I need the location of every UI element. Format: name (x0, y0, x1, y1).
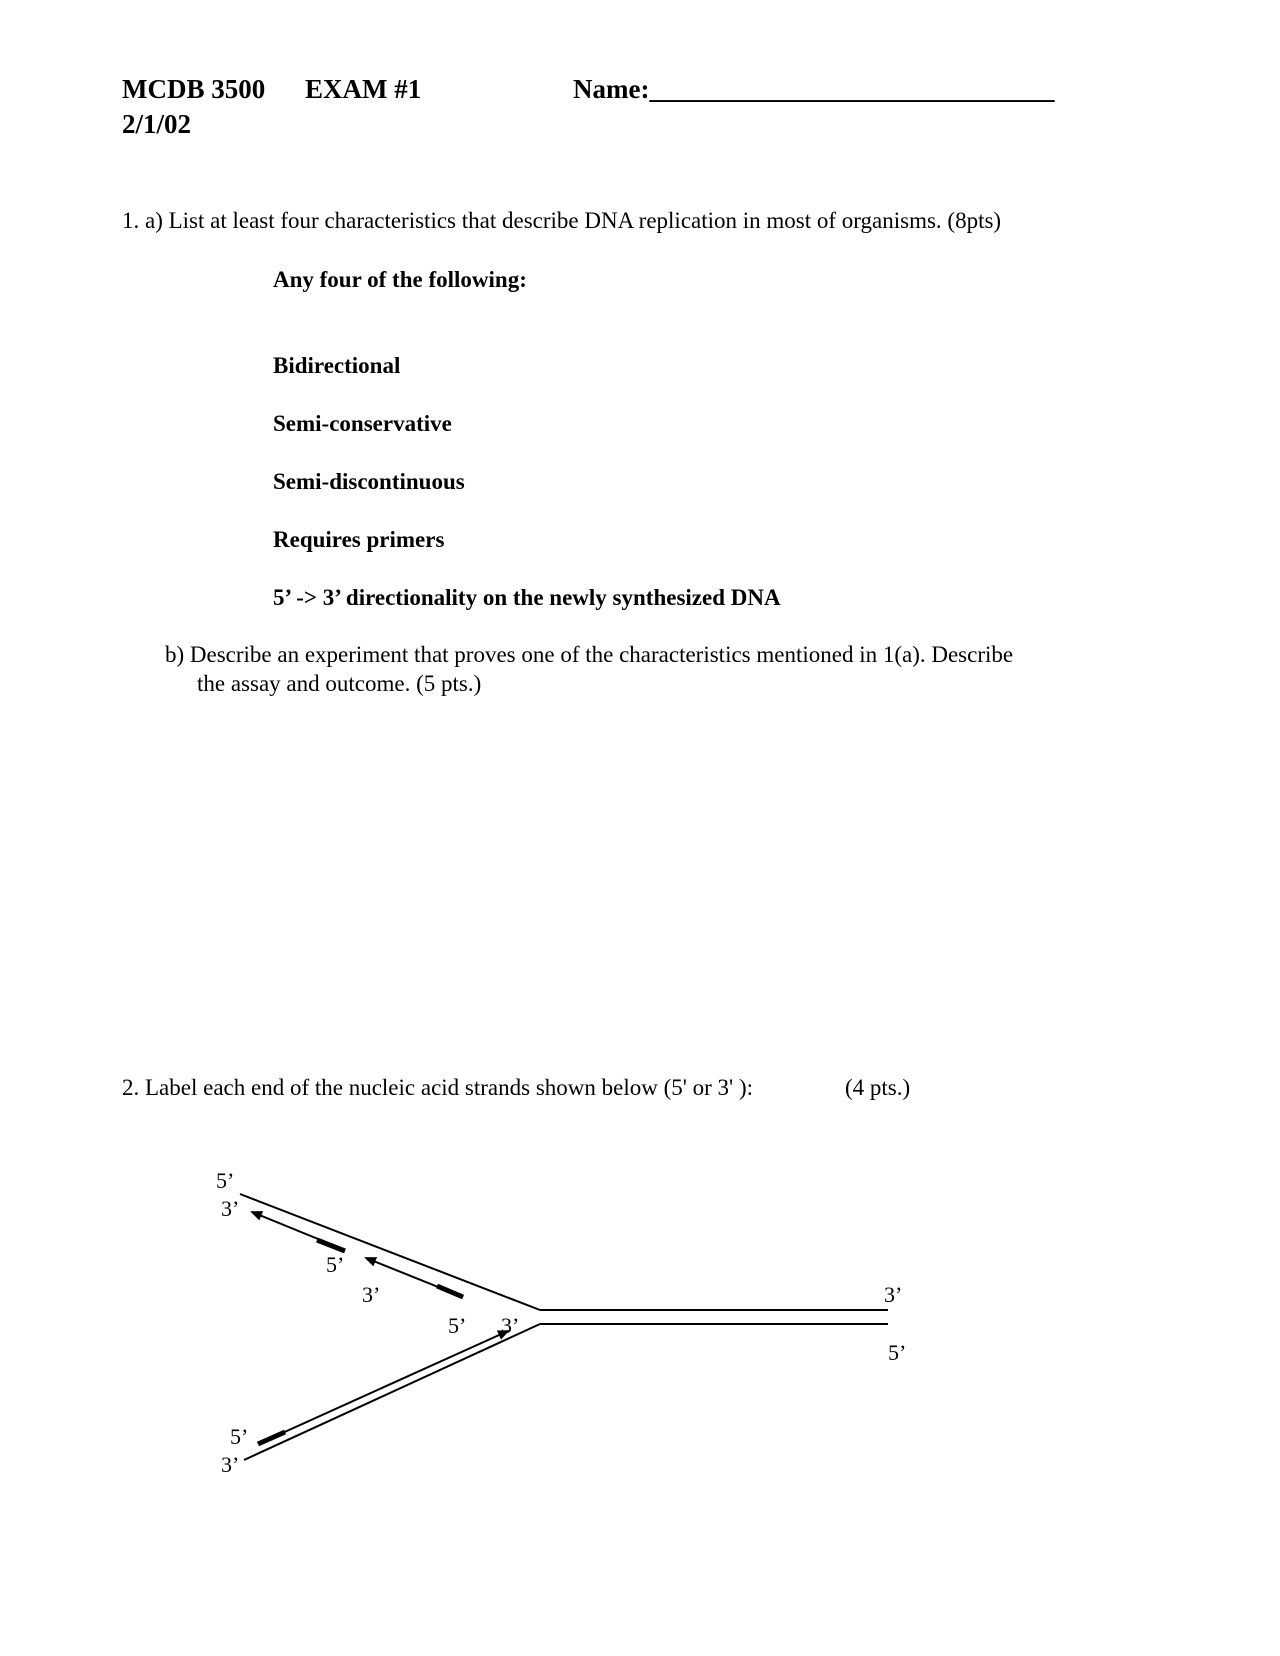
question-1b-prompt-line2: the assay and outcome. (5 pts.) (197, 671, 482, 696)
label-top-left-5prime: 5’ (216, 1168, 235, 1193)
rna-primer-2 (437, 1286, 463, 1297)
label-okazaki2-5prime: 5’ (448, 1313, 467, 1338)
question-2-prompt: 2. Label each end of the nucleic acid strands shown below (5' or 3' ): (122, 1075, 753, 1100)
exam-date: 2/1/02 (122, 109, 192, 139)
answer-item: Requires primers (273, 527, 445, 552)
question-1b-prompt-line1: b) Describe an experiment that proves one of the characteristics mentioned in 1(a). Describe (165, 642, 1014, 667)
label-bottom-left-3prime: 3’ (221, 1452, 240, 1477)
name-field[interactable]: Name:______________________________ (573, 74, 1055, 104)
answer-item: Semi-conservative (273, 411, 452, 436)
leading-strand (258, 1331, 508, 1444)
label-leading-3prime: 3’ (501, 1313, 520, 1338)
exam-title: EXAM #1 (305, 74, 422, 104)
course-code: MCDB 3500 (122, 74, 266, 104)
answer-intro: Any four of the following: (273, 267, 527, 292)
label-okazaki1-5prime: 5’ (326, 1252, 345, 1277)
question-2-points: (4 pts.) (845, 1075, 911, 1100)
rna-primer-1 (317, 1240, 345, 1251)
label-right-bottom-5prime: 5’ (888, 1340, 907, 1365)
upper-template-strand (240, 1194, 540, 1310)
answer-item: Semi-discontinuous (273, 469, 465, 494)
lower-template-strand (244, 1324, 540, 1460)
answer-item: Bidirectional (273, 353, 401, 378)
label-bottom-left-5prime: 5’ (230, 1424, 249, 1449)
question-1a-prompt: 1. a) List at least four characteristics that describe DNA replication in most of organisms. (8pts) (122, 208, 1002, 233)
answer-item: 5’ -> 3’ directionality on the newly synthesized DNA (273, 585, 781, 610)
label-right-top-3prime: 3’ (884, 1282, 903, 1307)
label-okazaki2-3prime: 3’ (362, 1282, 381, 1307)
label-top-left-3prime: 3’ (221, 1196, 240, 1221)
